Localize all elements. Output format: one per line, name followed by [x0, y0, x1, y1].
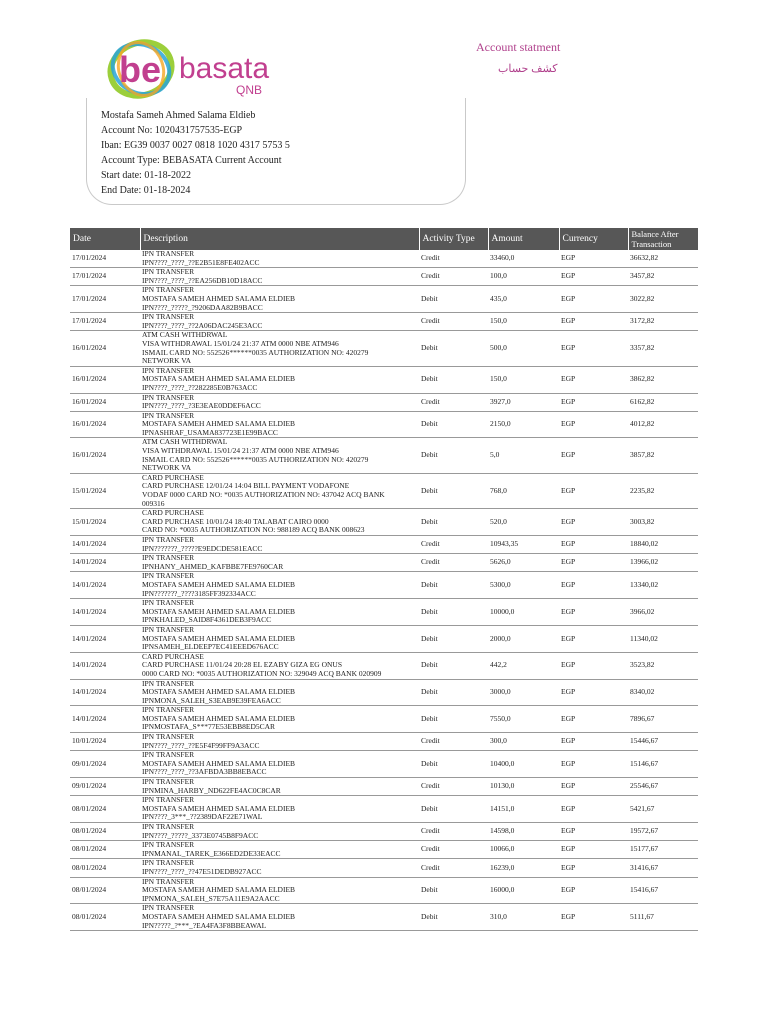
description-cell: CARD PURCHASE CARD PURCHASE 10/01/24 18:40 TALABAT CAIRO 0000 CARD NO: *0035 AUTHORIZATION NO: 988189 ACQ BANK 008623 — [140, 509, 419, 536]
description-cell: IPN TRANSFER IPN????_????_?3E3EAE0DDEF6ACC — [140, 393, 419, 411]
amount-cell: 10130,0 — [488, 778, 559, 796]
description-cell: ATM CASH WITHDRWAL VISA WITHDRAWAL 15/01/24 21:37 ATM 0000 NBE ATM946 ISMAIL CARD NO: 552526******0035 AUTHORIZATION NO: 420279 NETWORK VA — [140, 331, 419, 366]
balance-cell: 25546,67 — [628, 778, 698, 796]
activity-type-cell: Debit — [419, 438, 488, 473]
currency-cell: EGP — [559, 438, 628, 473]
table-row — [70, 599, 698, 626]
amount-cell: 310,0 — [488, 904, 559, 931]
header-currency: Currency — [559, 228, 628, 250]
table-row — [70, 536, 698, 554]
currency-cell: EGP — [559, 679, 628, 706]
amount-cell: 7550,0 — [488, 706, 559, 733]
activity-type-cell: Credit — [419, 778, 488, 796]
description-cell: IPN TRANSFER IPNMANAL_TAREK_E366ED2DE33EACC — [140, 841, 419, 859]
balance-cell: 3172,82 — [628, 313, 698, 331]
start-date: Start date: 01-18-2022 — [101, 170, 191, 181]
logo-qnb-text: QNB — [236, 83, 263, 97]
description-cell: IPN TRANSFER MOSTAFA SAMEH AHMED SALAMA ELDIEB IPNMONA_SALEH_S3EAB9E39FEA6ACC — [140, 679, 419, 706]
currency-cell: EGP — [559, 652, 628, 679]
table-row — [70, 572, 698, 599]
balance-cell: 3857,82 — [628, 438, 698, 473]
balance-cell: 13340,02 — [628, 572, 698, 599]
amount-cell: 3000,0 — [488, 679, 559, 706]
description-cell: IPN TRANSFER MOSTAFA SAMEH AHMED SALAMA ELDIEB IPN????_?????_?9206DAA82B9BACC — [140, 286, 419, 313]
table-row — [70, 625, 698, 652]
table-row — [70, 841, 698, 859]
description-cell: IPN TRANSFER MOSTAFA SAMEH AHMED SALAMA ELDIEB IPNKHALED_SAID8F4361DEB3F9ACC — [140, 599, 419, 626]
activity-type-cell: Debit — [419, 572, 488, 599]
currency-cell: EGP — [559, 877, 628, 904]
table-row — [70, 286, 698, 313]
activity-type-cell: Debit — [419, 411, 488, 438]
amount-cell: 2150,0 — [488, 411, 559, 438]
balance-cell: 15416,67 — [628, 877, 698, 904]
currency-cell: EGP — [559, 841, 628, 859]
activity-type-cell: Credit — [419, 536, 488, 554]
table-row — [70, 778, 698, 796]
amount-cell: 14598,0 — [488, 823, 559, 841]
date-cell: 17/01/2024 — [70, 268, 140, 286]
activity-type-cell: Debit — [419, 331, 488, 366]
balance-cell: 5111,67 — [628, 904, 698, 931]
activity-type-cell: Debit — [419, 679, 488, 706]
currency-cell: EGP — [559, 778, 628, 796]
activity-type-cell: Debit — [419, 877, 488, 904]
activity-type-cell: Debit — [419, 473, 488, 508]
currency-cell: EGP — [559, 313, 628, 331]
activity-type-cell: Debit — [419, 366, 488, 393]
amount-cell: 768,0 — [488, 473, 559, 508]
description-cell: IPN TRANSFER IPN????_????_??E2B51E8FE402ACC — [140, 250, 419, 268]
table-row — [70, 652, 698, 679]
date-cell: 16/01/2024 — [70, 411, 140, 438]
date-cell: 15/01/2024 — [70, 473, 140, 508]
date-cell: 16/01/2024 — [70, 438, 140, 473]
balance-cell: 3003,82 — [628, 509, 698, 536]
header-activity-type: Activity Type — [419, 228, 488, 250]
table-row — [70, 366, 698, 393]
description-cell: IPN TRANSFER IPN????_????_??47E51DEDB927ACC — [140, 859, 419, 877]
balance-cell: 15177,67 — [628, 841, 698, 859]
date-cell: 14/01/2024 — [70, 625, 140, 652]
currency-cell: EGP — [559, 904, 628, 931]
table-row — [70, 859, 698, 877]
amount-cell: 300,0 — [488, 733, 559, 751]
date-cell: 10/01/2024 — [70, 733, 140, 751]
date-cell: 09/01/2024 — [70, 778, 140, 796]
statement-title: Account statment — [476, 40, 561, 54]
amount-cell: 442,2 — [488, 652, 559, 679]
date-cell: 08/01/2024 — [70, 859, 140, 877]
account-holder-name: Mostafa Sameh Ahmed Salama Eldieb — [101, 110, 256, 121]
date-cell: 09/01/2024 — [70, 751, 140, 778]
amount-cell: 5626,0 — [488, 554, 559, 572]
balance-cell: 3357,82 — [628, 331, 698, 366]
date-cell: 14/01/2024 — [70, 706, 140, 733]
balance-cell: 15146,67 — [628, 751, 698, 778]
balance-cell: 4012,82 — [628, 411, 698, 438]
balance-cell: 15446,67 — [628, 733, 698, 751]
table-row — [70, 509, 698, 536]
balance-cell: 3022,82 — [628, 286, 698, 313]
balance-cell: 2235,82 — [628, 473, 698, 508]
logo-be-text: be — [119, 49, 162, 90]
table-row — [70, 331, 698, 366]
activity-type-cell: Debit — [419, 599, 488, 626]
date-cell: 08/01/2024 — [70, 796, 140, 823]
description-cell: IPN TRANSFER MOSTAFA SAMEH AHMED SALAMA ELDIEB IPN?????_?***_?EA4FA3F8BBEAWAL — [140, 904, 419, 931]
date-cell: 08/01/2024 — [70, 877, 140, 904]
currency-cell: EGP — [559, 250, 628, 268]
description-cell: IPN TRANSFER IPNHANY_AHMED_KAFBBE7FE9760CAR — [140, 554, 419, 572]
amount-cell: 2000,0 — [488, 625, 559, 652]
table-row — [70, 250, 698, 268]
activity-type-cell: Credit — [419, 313, 488, 331]
amount-cell: 3927,0 — [488, 393, 559, 411]
table-row — [70, 733, 698, 751]
description-cell: IPN TRANSFER MOSTAFA SAMEH AHMED SALAMA ELDIEB IPNSAMEH_ELDEEP7EC41EEED676ACC — [140, 625, 419, 652]
date-cell: 14/01/2024 — [70, 599, 140, 626]
amount-cell: 100,0 — [488, 268, 559, 286]
activity-type-cell: Credit — [419, 823, 488, 841]
amount-cell: 5,0 — [488, 438, 559, 473]
description-cell: IPN TRANSFER MOSTAFA SAMEH AHMED SALAMA ELDIEB IPNMONA_SALEH_S7E75A11E9A2AACC — [140, 877, 419, 904]
table-row — [70, 411, 698, 438]
date-cell: 08/01/2024 — [70, 841, 140, 859]
currency-cell: EGP — [559, 393, 628, 411]
activity-type-cell: Credit — [419, 268, 488, 286]
description-cell: IPN TRANSFER MOSTAFA SAMEH AHMED SALAMA ELDIEB IPNMOSTAFA_S***77E53EBB8ED5CAR — [140, 706, 419, 733]
amount-cell: 10000,0 — [488, 599, 559, 626]
currency-cell: EGP — [559, 286, 628, 313]
date-cell: 14/01/2024 — [70, 572, 140, 599]
activity-type-cell: Debit — [419, 706, 488, 733]
account-type: Account Type: BEBASATA Current Account — [101, 155, 282, 166]
table-row — [70, 393, 698, 411]
balance-cell: 11340,02 — [628, 625, 698, 652]
activity-type-cell: Credit — [419, 859, 488, 877]
currency-cell: EGP — [559, 572, 628, 599]
balance-cell: 13966,02 — [628, 554, 698, 572]
activity-type-cell: Credit — [419, 393, 488, 411]
description-cell: IPN TRANSFER IPN????_????_??EA256DB10D18ACC — [140, 268, 419, 286]
table-row — [70, 438, 698, 473]
date-cell: 08/01/2024 — [70, 904, 140, 931]
amount-cell: 16000,0 — [488, 877, 559, 904]
balance-cell: 6162,82 — [628, 393, 698, 411]
activity-type-cell: Debit — [419, 625, 488, 652]
description-cell: ATM CASH WITHDRWAL VISA WITHDRAWAL 15/01/24 21:37 ATM 0000 NBE ATM946 ISMAIL CARD NO: 552526******0035 AUTHORIZATION NO: 420279 NETWORK VA — [140, 438, 419, 473]
balance-cell: 3457,82 — [628, 268, 698, 286]
table-row — [70, 751, 698, 778]
balance-cell: 7896,67 — [628, 706, 698, 733]
currency-cell: EGP — [559, 733, 628, 751]
balance-cell: 31416,67 — [628, 859, 698, 877]
date-cell: 08/01/2024 — [70, 823, 140, 841]
currency-cell: EGP — [559, 268, 628, 286]
activity-type-cell: Debit — [419, 796, 488, 823]
amount-cell: 33460,0 — [488, 250, 559, 268]
statement-title-arabic: كشف حساب — [498, 63, 558, 75]
currency-cell: EGP — [559, 751, 628, 778]
balance-cell: 3523,82 — [628, 652, 698, 679]
amount-cell: 500,0 — [488, 331, 559, 366]
header-description: Description — [140, 228, 419, 250]
table-row — [70, 268, 698, 286]
description-cell: IPN TRANSFER IPN????_????_??E5F4F99FF9A3ACC — [140, 733, 419, 751]
currency-cell: EGP — [559, 366, 628, 393]
description-cell: IPN TRANSFER MOSTAFA SAMEH AHMED SALAMA ELDIEB IPN????_3***_??2389DAF22E71WAL — [140, 796, 419, 823]
date-cell: 16/01/2024 — [70, 366, 140, 393]
description-cell: CARD PURCHASE CARD PURCHASE 11/01/24 20:28 EL EZABY GIZA EG ONUS 0000 CARD NO: *0035 AUTHORIZATION NO: 329049 ACQ BANK 020909 — [140, 652, 419, 679]
table-row — [70, 796, 698, 823]
description-cell: IPN TRANSFER IPN???????_?????E9EDCDE581EACC — [140, 536, 419, 554]
table-row — [70, 554, 698, 572]
currency-cell: EGP — [559, 796, 628, 823]
balance-cell: 36632,82 — [628, 250, 698, 268]
date-cell: 17/01/2024 — [70, 250, 140, 268]
date-cell: 16/01/2024 — [70, 393, 140, 411]
amount-cell: 14151,0 — [488, 796, 559, 823]
currency-cell: EGP — [559, 625, 628, 652]
table-row — [70, 706, 698, 733]
amount-cell: 520,0 — [488, 509, 559, 536]
account-iban: Iban: EG39 0037 0027 0818 1020 4317 5753 5 — [101, 140, 290, 151]
activity-type-cell: Debit — [419, 286, 488, 313]
date-cell: 17/01/2024 — [70, 313, 140, 331]
bebasata-qnb-logo — [105, 38, 290, 100]
activity-type-cell: Debit — [419, 509, 488, 536]
balance-cell: 3966,02 — [628, 599, 698, 626]
date-cell: 16/01/2024 — [70, 331, 140, 366]
table-row — [70, 473, 698, 508]
header-date: Date — [70, 228, 140, 250]
account-info-box — [86, 98, 466, 205]
activity-type-cell: Credit — [419, 554, 488, 572]
amount-cell: 5300,0 — [488, 572, 559, 599]
balance-cell: 18840,02 — [628, 536, 698, 554]
description-cell: IPN TRANSFER IPNMINA_HARBY_ND622FE4AC0C8CAR — [140, 778, 419, 796]
activity-type-cell: Credit — [419, 250, 488, 268]
activity-type-cell: Credit — [419, 841, 488, 859]
amount-cell: 10066,0 — [488, 841, 559, 859]
date-cell: 14/01/2024 — [70, 679, 140, 706]
description-cell: IPN TRANSFER MOSTAFA SAMEH AHMED SALAMA ELDIEB IPN????_????_??3AFBDA3BB8EBACC — [140, 751, 419, 778]
activity-type-cell: Debit — [419, 904, 488, 931]
amount-cell: 150,0 — [488, 366, 559, 393]
currency-cell: EGP — [559, 599, 628, 626]
amount-cell: 10943,35 — [488, 536, 559, 554]
description-cell: IPN TRANSFER MOSTAFA SAMEH AHMED SALAMA ELDIEB IPN????_????_??282285E0B763ACC — [140, 366, 419, 393]
table-header-row — [70, 228, 698, 250]
amount-cell: 10400,0 — [488, 751, 559, 778]
date-cell: 14/01/2024 — [70, 536, 140, 554]
table-row — [70, 823, 698, 841]
currency-cell: EGP — [559, 411, 628, 438]
activity-type-cell: Debit — [419, 652, 488, 679]
table-row — [70, 679, 698, 706]
balance-cell: 5421,67 — [628, 796, 698, 823]
account-number: Account No: 1020431757535-EGP — [101, 125, 243, 136]
table-row — [70, 904, 698, 931]
date-cell: 14/01/2024 — [70, 652, 140, 679]
currency-cell: EGP — [559, 706, 628, 733]
activity-type-cell: Credit — [419, 733, 488, 751]
date-cell: 14/01/2024 — [70, 554, 140, 572]
currency-cell: EGP — [559, 509, 628, 536]
description-cell: IPN TRANSFER MOSTAFA SAMEH AHMED SALAMA ELDIEB IPN???????_????3185FF392334ACC — [140, 572, 419, 599]
activity-type-cell: Debit — [419, 751, 488, 778]
description-cell: IPN TRANSFER MOSTAFA SAMEH AHMED SALAMA ELDIEB IPNASHRAF_USAMA837723E1E99BACC — [140, 411, 419, 438]
header-amount: Amount — [488, 228, 559, 250]
date-cell: 17/01/2024 — [70, 286, 140, 313]
transactions-table — [70, 228, 698, 931]
amount-cell: 150,0 — [488, 313, 559, 331]
description-cell: IPN TRANSFER IPN????_????_??2A06DAC245E3ACC — [140, 313, 419, 331]
amount-cell: 435,0 — [488, 286, 559, 313]
currency-cell: EGP — [559, 536, 628, 554]
table-row — [70, 313, 698, 331]
balance-cell: 3862,82 — [628, 366, 698, 393]
description-cell: CARD PURCHASE CARD PURCHASE 12/01/24 14:04 BILL PAYMENT VODAFONE VODAF 0000 CARD NO: *0035 AUTHORIZATION NO: 437042 ACQ BANK 009316 — [140, 473, 419, 508]
description-cell: IPN TRANSFER IPN????_?????_3373E0745B8F9ACC — [140, 823, 419, 841]
transactions-body — [70, 250, 698, 931]
end-date: End Date: 01-18-2024 — [101, 185, 191, 196]
amount-cell: 16239,0 — [488, 859, 559, 877]
header-balance: Balance After Transaction — [628, 228, 698, 250]
table-row — [70, 877, 698, 904]
logo-basata-text: basata — [179, 52, 270, 85]
currency-cell: EGP — [559, 473, 628, 508]
currency-cell: EGP — [559, 859, 628, 877]
balance-cell: 8340,02 — [628, 679, 698, 706]
currency-cell: EGP — [559, 331, 628, 366]
currency-cell: EGP — [559, 554, 628, 572]
currency-cell: EGP — [559, 823, 628, 841]
balance-cell: 19572,67 — [628, 823, 698, 841]
date-cell: 15/01/2024 — [70, 509, 140, 536]
